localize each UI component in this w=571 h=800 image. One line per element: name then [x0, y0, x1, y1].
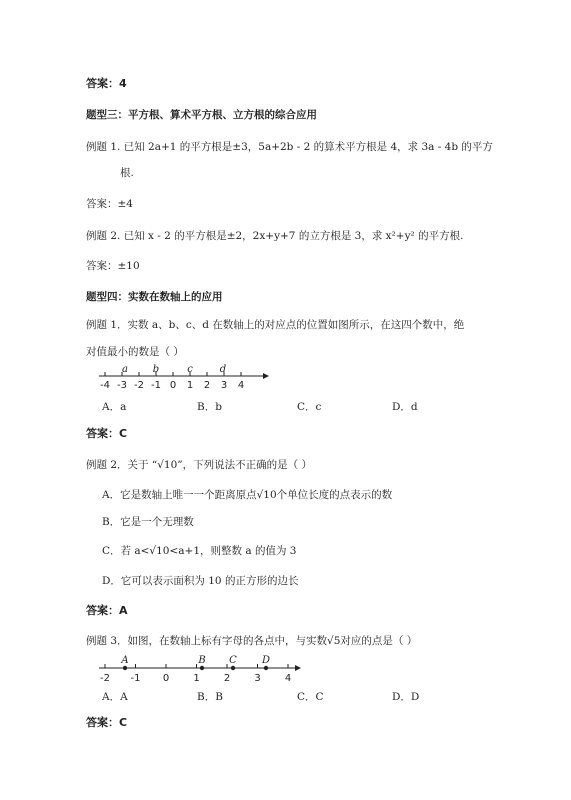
example-3-1-text-cont: 根. [120, 167, 134, 179]
ex4-2-option-d: D．它可以表示面积为 10 的正方形的边长 [102, 575, 299, 587]
axis2-tick-label: 2 [223, 673, 231, 684]
axis1-point-label: b [152, 364, 160, 375]
example-3-1-answer: 答案：±4 [86, 198, 133, 210]
example-4-1-text: 例题 1．实数 a、b、c、d 在数轴上的对应点的位置如图所示，在这四个数中，绝 [86, 319, 465, 331]
axis1-tick-label: -1 [151, 380, 161, 391]
axis2-tick-label: 4 [284, 673, 292, 684]
example-4-1-answer: 答案：C [86, 427, 128, 440]
axis2-point [200, 666, 204, 670]
axis2-point-label: D [261, 655, 271, 666]
ex4-3-option-a: A．A [102, 691, 128, 703]
ex4-1-option-a: A．a [102, 401, 127, 413]
example-4-3-text: 例题 3．如图，在数轴上标有字母的各点中，与实数√5对应的点是（ ） [86, 635, 418, 647]
axis1-tick-label: 2 [203, 380, 211, 391]
axis2-point-label: C [229, 655, 237, 666]
axis1-tick-label: 0 [169, 380, 177, 391]
axis1-tick-label: 4 [237, 380, 245, 391]
axis2-tick-label: -1 [130, 673, 141, 684]
number-line-2 [95, 652, 310, 686]
axis2-point-label: B [198, 655, 206, 666]
answer-1: 答案：4 [86, 77, 127, 90]
axis2-tick-label: 0 [162, 673, 170, 684]
section-3-title: 题型三：平方根、算术平方根、立方根的综合应用 [86, 109, 317, 121]
axis2-tick-label: -2 [100, 673, 110, 684]
axis2-point [123, 666, 127, 670]
section-4-title: 题型四：实数在数轴上的应用 [86, 291, 223, 303]
example-4-2-answer: 答案：A [86, 604, 128, 617]
axis2-point [231, 666, 235, 670]
axis2-tick-label: 3 [254, 673, 261, 684]
example-3-1-text: 例题 1. 已知 2a+1 的平方根是±3，5a+2b - 2 的算术平方根是 4，求 3a - 4b 的平方 [86, 141, 493, 153]
axis1-point-label: c [187, 364, 193, 375]
ex4-3-option-c: C．C [297, 691, 324, 703]
ex4-3-option-b: B．B [197, 691, 223, 703]
ex4-1-option-d: D．d [392, 401, 418, 413]
axis1-tick-label: 3 [220, 380, 228, 391]
number-line-1 [95, 362, 275, 394]
ex4-2-option-a: A．它是数轴上唯一一个距离原点√10个单位长度的点表示的数 [102, 489, 393, 501]
example-4-3-answer: 答案：C [86, 716, 128, 729]
example-4-2-text: 例题 2．关于 “√10”，下列说法不正确的是（ ） [86, 459, 312, 471]
example-3-2-answer: 答案：±10 [86, 260, 140, 272]
ex4-2-option-c: C．若 a<√10<a+1，则整数 a 的值为 3 [102, 545, 297, 557]
axis2-point-label: A [121, 655, 129, 666]
axis2-point [264, 666, 268, 670]
axis1-tick-label: -2 [134, 380, 144, 391]
ex4-3-option-d: D．D [392, 691, 420, 703]
axis1-tick-label: 1 [186, 380, 194, 391]
example-4-1-text-cont: 对值最小的数是（ ） [86, 346, 184, 358]
example-3-2-text: 例题 2. 已知 x - 2 的平方根是±2，2x+y+7 的立方根是 3，求 x²+y² 的平方根. [86, 230, 464, 242]
axis2-tick-label: 1 [193, 673, 200, 684]
axis1-tick-label: -4 [100, 380, 110, 391]
ex4-2-option-b: B．它是一个无理数 [102, 516, 194, 528]
axis1-point-label: d [219, 364, 227, 375]
ex4-1-option-c: C．c [297, 401, 322, 413]
axis1-point-label: a [122, 364, 128, 375]
axis1-tick-label: -3 [117, 380, 127, 391]
ex4-1-option-b: B．b [197, 401, 222, 413]
